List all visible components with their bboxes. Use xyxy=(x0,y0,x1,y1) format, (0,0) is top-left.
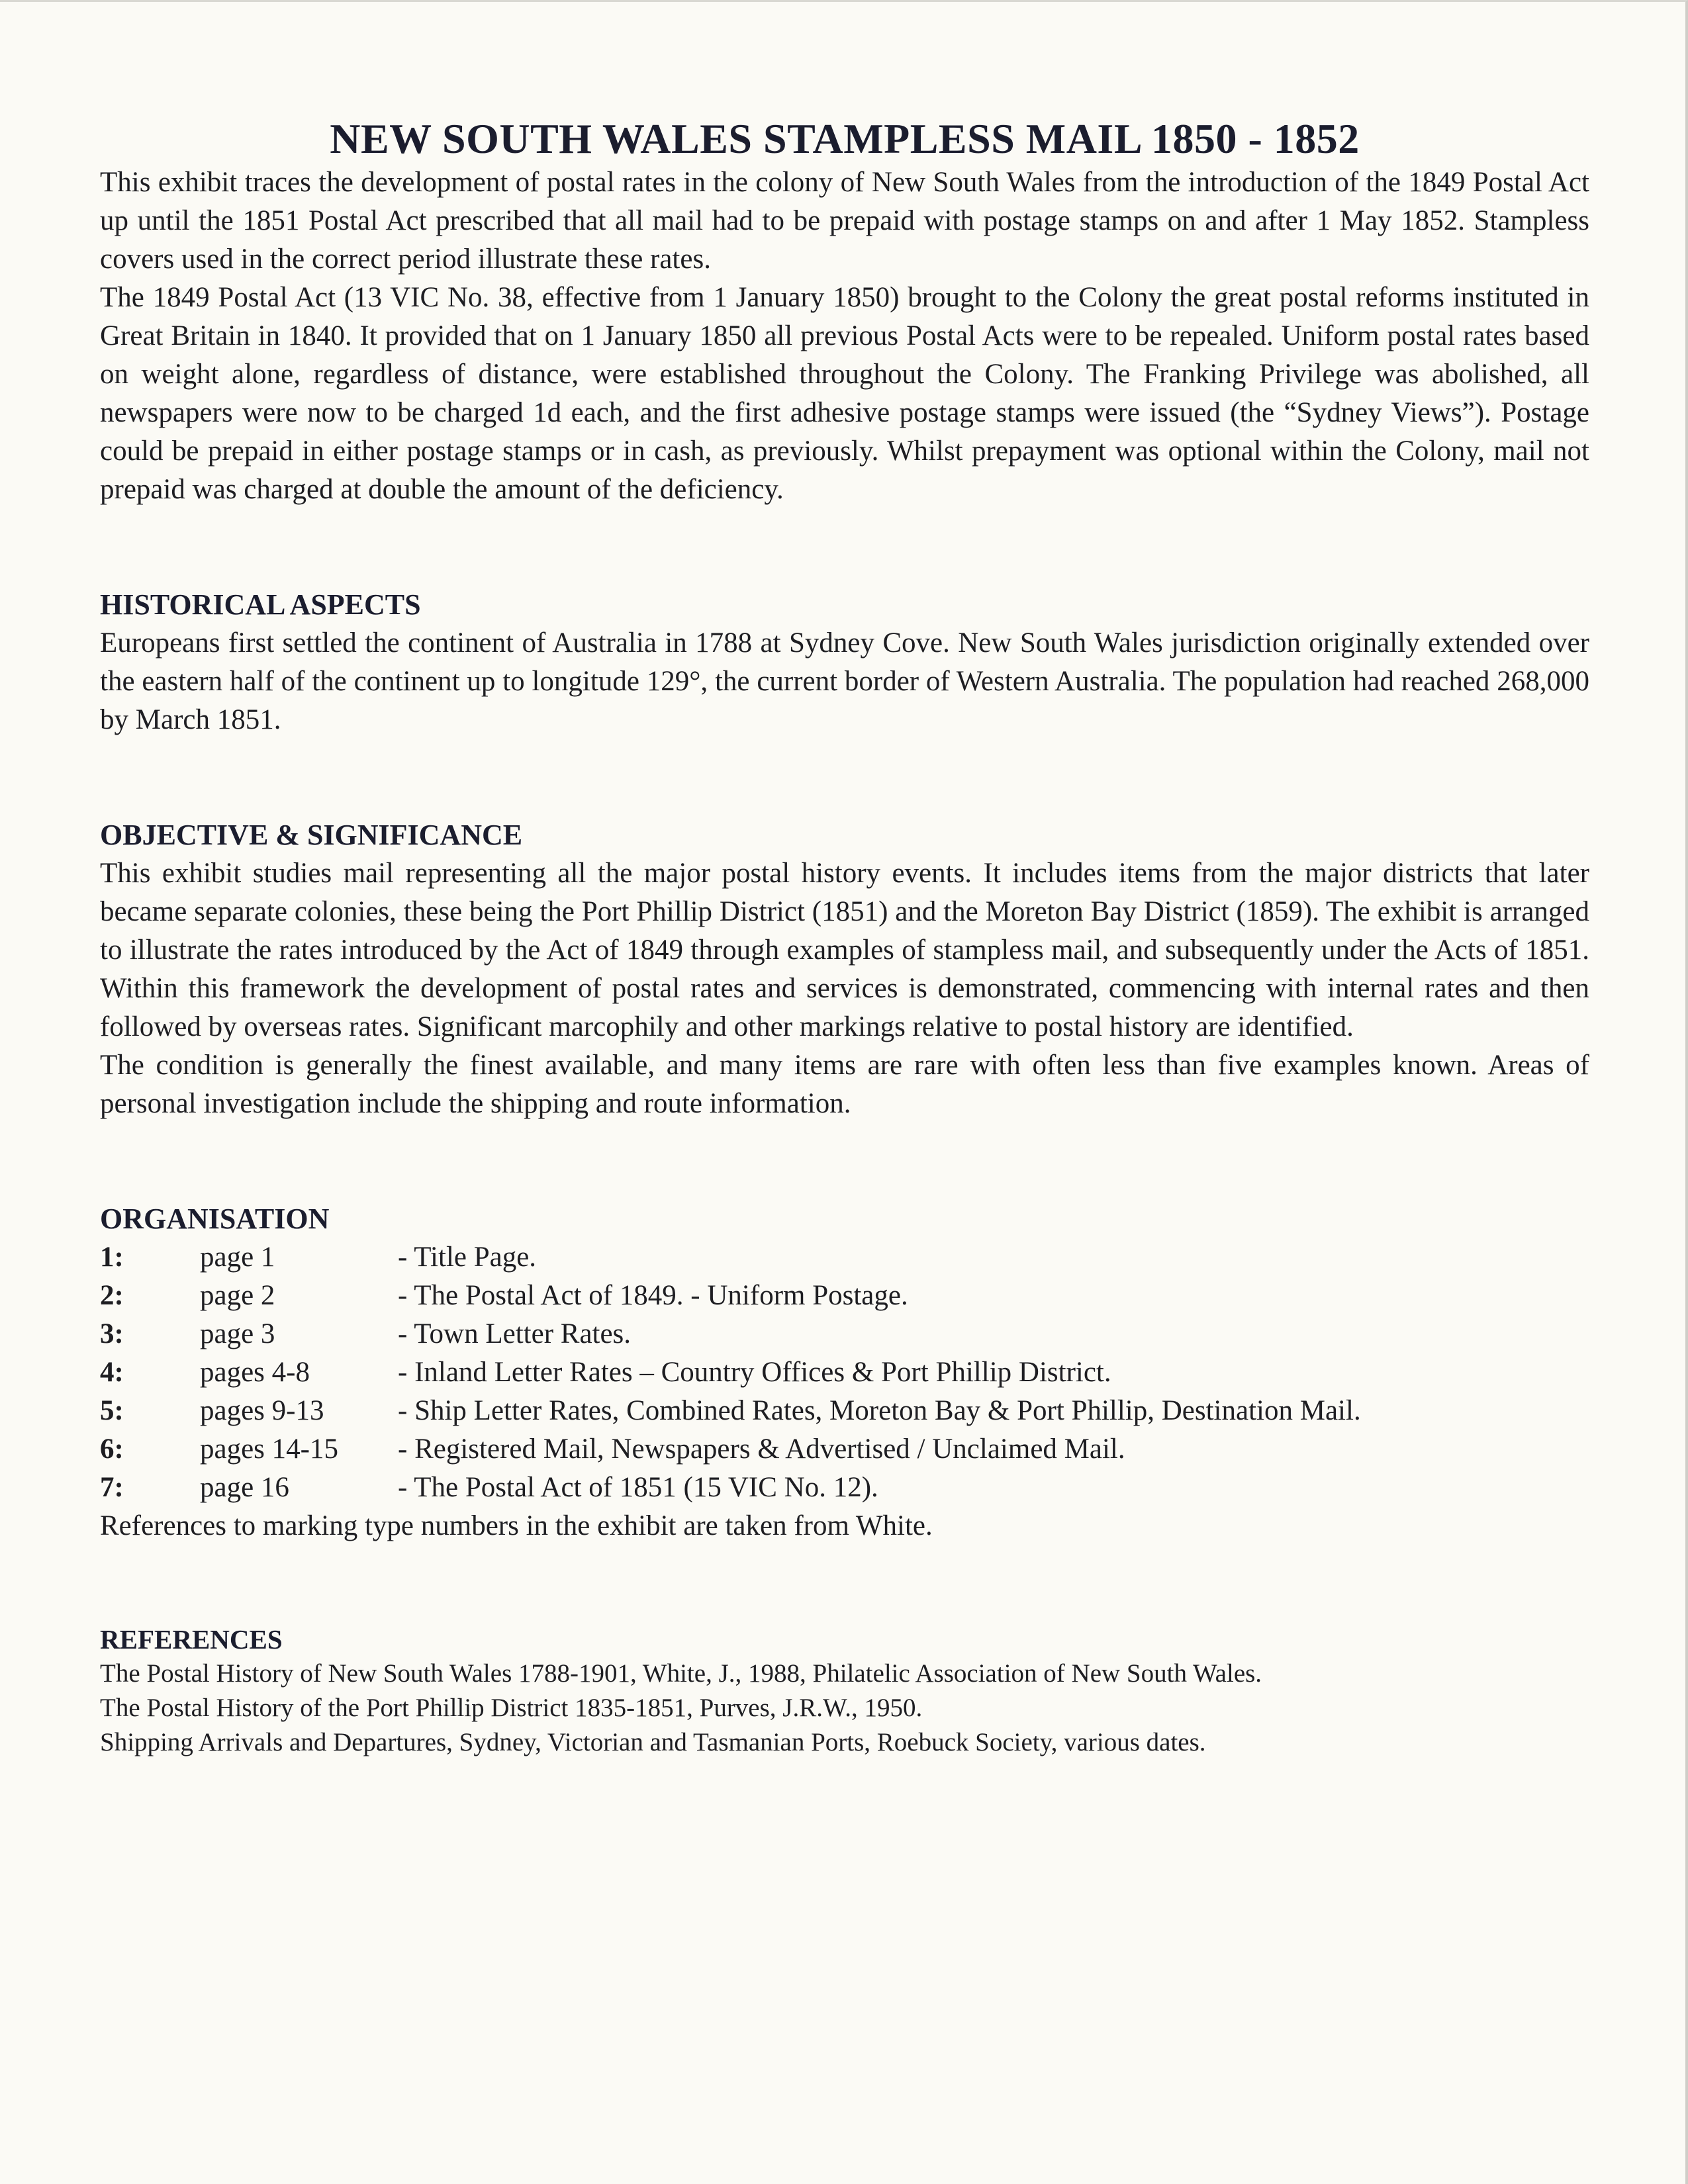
table-row xyxy=(100,1353,1361,1392)
row-number: 7: xyxy=(100,1472,124,1503)
table-row xyxy=(100,1392,1361,1430)
condition-text: The condition is generally the finest available, and many items are rare with often less than five examples known. Areas of personal investigation include the shipping and route information. xyxy=(100,1050,1589,1119)
row-description: - Registered Mail, Newspapers & Advertised / Unclaimed Mail. xyxy=(398,1433,1125,1465)
table-row xyxy=(100,1430,1361,1469)
table-row xyxy=(100,1469,1361,1507)
organisation-table xyxy=(100,1238,1361,1507)
row-pages: page 1 xyxy=(200,1242,275,1273)
organisation-note: References to marking type numbers in the exhibit are taken from White. xyxy=(100,1510,933,1541)
objective-text: This exhibit studies mail representing all the major postal history events. It includes items from the major districts that later became separate colonies, these being the Port Phillip District (1851) and the Moreton Bay District (1859). The exhibit is arranged to illustrate the rates introduced by the Act of 1849 through examples of stampless mail, and subsequently under the Acts of 1851. Within this framework the development of postal rates and services is demonstrated, commencing with internal rates and then followed by overseas rates. Significant marcophily and other markings relative to postal history are identified. xyxy=(100,858,1589,1042)
row-description: - Ship Letter Rates, Combined Rates, Moreton Bay & Port Phillip, Destination Mail. xyxy=(398,1395,1361,1426)
row-description: - Inland Letter Rates – Country Offices & Port Phillip District. xyxy=(398,1357,1111,1388)
reference-item: Shipping Arrivals and Departures, Sydney, Victorian and Tasmanian Ports, Roebuck Society, various dates. xyxy=(100,1728,1206,1756)
row-pages: pages 9-13 xyxy=(200,1395,324,1426)
row-description: - Title Page. xyxy=(398,1242,537,1273)
row-pages: page 3 xyxy=(200,1318,275,1349)
reference-item: The Postal History of the Port Phillip District 1835-1851, Purves, J.R.W., 1950. xyxy=(100,1694,923,1722)
row-pages: page 2 xyxy=(200,1280,275,1311)
reference-item: The Postal History of New South Wales 1788-1901, White, J., 1988, Philatelic Association of New South Wales. xyxy=(100,1659,1262,1688)
historical-heading: HISTORICAL ASPECTS xyxy=(100,588,421,621)
row-number: 2: xyxy=(100,1280,124,1311)
intro-paragraph-1: This exhibit traces the development of postal rates in the colony of New South Wales from the introduction of the 1849 Postal Act up until the 1851 Postal Act prescribed that all mail had to be prepaid with postage stamps on and after 1 May 1852. Stampless covers used in the correct period illustrate these rates. xyxy=(100,167,1589,275)
historical-text: Europeans first settled the continent of Australia in 1788 at Sydney Cove. New South Wales jurisdiction originally extended over the eastern half of the continent up to longitude 129°, the current border of Western Australia. The population had reached 268,000 by March 1851. xyxy=(100,627,1589,735)
row-number: 4: xyxy=(100,1357,124,1388)
row-pages: page 16 xyxy=(200,1472,289,1503)
row-number: 5: xyxy=(100,1395,124,1426)
table-row xyxy=(100,1315,1361,1353)
row-pages: pages 14-15 xyxy=(200,1433,338,1465)
document-content xyxy=(100,114,1589,1760)
row-description: - The Postal Act of 1849. - Uniform Postage. xyxy=(398,1280,908,1311)
objective-heading: OBJECTIVE & SIGNIFICANCE xyxy=(100,819,523,851)
references-list xyxy=(100,1657,1589,1760)
organisation-heading: ORGANISATION xyxy=(100,1203,330,1235)
references-heading: REFERENCES xyxy=(100,1624,283,1655)
table-row xyxy=(100,1277,1361,1315)
table-row xyxy=(100,1238,1361,1277)
row-description: - Town Letter Rates. xyxy=(398,1318,632,1349)
intro-paragraph-2: The 1849 Postal Act (13 VIC No. 38, effective from 1 January 1850) brought to the Colony the great postal reforms instituted in Great Britain in 1840. It provided that on 1 January 1850 all previous Postal Acts were to be repealed. Uniform postal rates based on weight alone, regardless of distance, were established throughout the Colony. The Franking Privilege was abolished, all newspapers were now to be charged 1d each, and the first adhesive postage stamps were issued (the “Sydney Views”). Postage could be prepaid in either postage stamps or in cash, as previously. Whilst prepayment was optional within the Colony, mail not prepaid was charged at double the amount of the deficiency. xyxy=(100,282,1589,505)
page-title: NEW SOUTH WALES STAMPLESS MAIL 1850 - 1852 xyxy=(330,115,1360,162)
row-number: 1: xyxy=(100,1242,124,1273)
row-pages: pages 4-8 xyxy=(200,1357,310,1388)
row-description: - The Postal Act of 1851 (15 VIC No. 12). xyxy=(398,1472,878,1503)
row-number: 3: xyxy=(100,1318,124,1349)
row-number: 6: xyxy=(100,1433,124,1465)
